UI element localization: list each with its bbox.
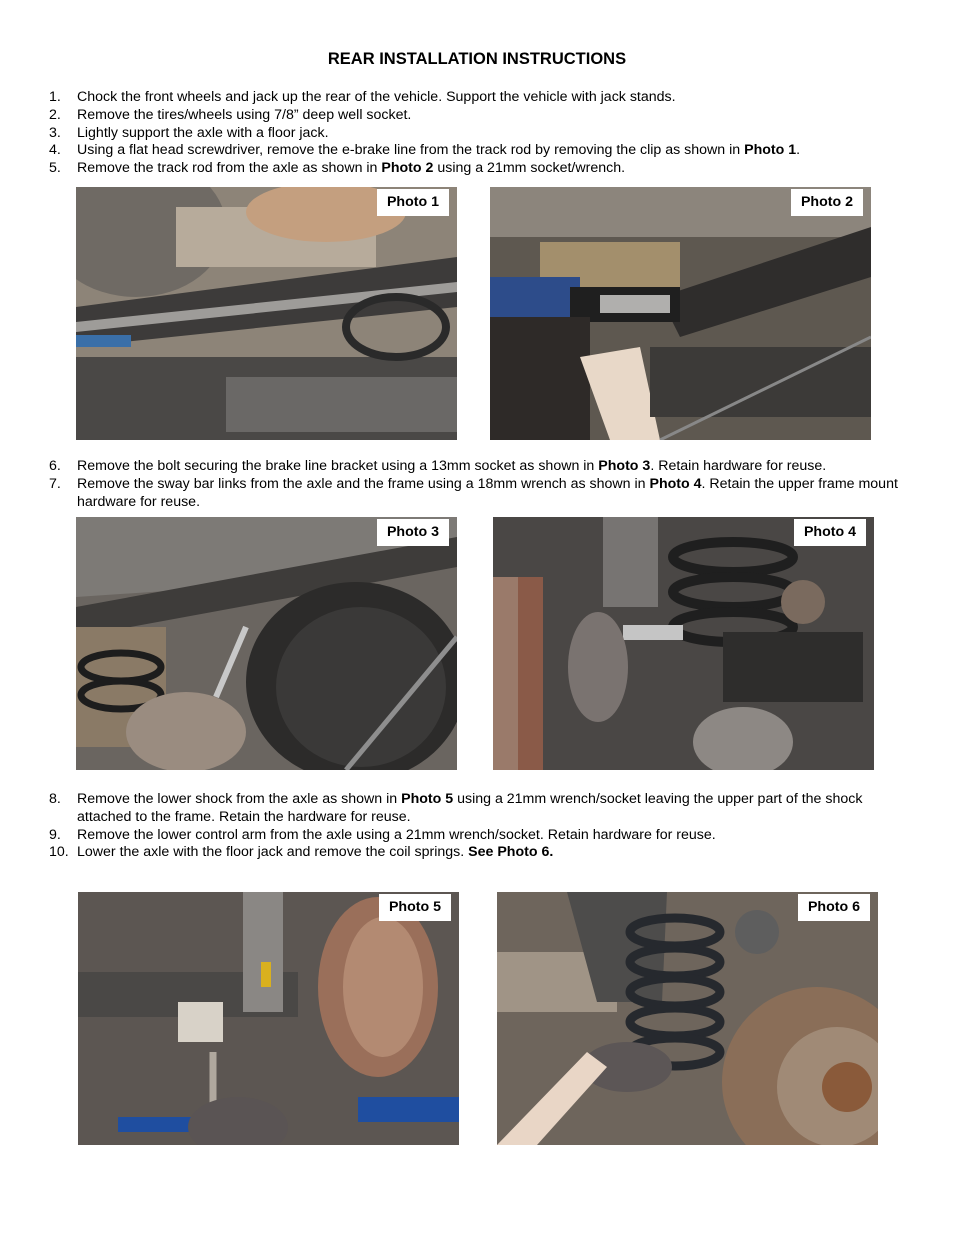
step-number: 4. (49, 142, 61, 159)
page-title: REAR INSTALLATION INSTRUCTIONS (327, 50, 627, 68)
photo-6-label: Photo 6 (798, 894, 870, 921)
step-text-run: Remove the sway bar links from the axle and the frame using a 18mm wrench as shown in (77, 475, 650, 492)
step-text-run: Chock the front wheels and jack up the rear of the vehicle. Support the vehicle with jack stands. (77, 89, 676, 105)
photo-5-label: Photo 5 (379, 894, 451, 921)
step-text-run: . Retain hardware for reuse. (650, 458, 827, 474)
step-item (49, 160, 919, 178)
step-text-run: using a 21mm socket/wrench. (433, 160, 626, 177)
photo-4 (493, 517, 874, 770)
photo-reference: Photo 1 (744, 142, 797, 159)
photo-4-image (493, 517, 874, 770)
step-item (49, 844, 919, 862)
photo-3 (76, 517, 457, 770)
step-number: 9. (49, 826, 61, 843)
step-number: 6. (49, 458, 61, 474)
step-number: 8. (49, 791, 61, 807)
step-item (49, 791, 919, 827)
step-item (49, 125, 919, 143)
step-text (77, 844, 919, 862)
step-text (77, 458, 919, 476)
step-text-run: Lower the axle with the floor jack and remove the coil springs. (77, 844, 469, 861)
photo-reference: Photo 4 (649, 475, 702, 492)
step-text (77, 142, 919, 160)
step-number: 1. (49, 89, 61, 105)
step-text-run: . Retain the upper frame mount hardware for reuse. (77, 475, 898, 510)
step-item (49, 458, 919, 476)
step-text-run: . (796, 142, 801, 159)
step-number: 5. (49, 160, 61, 177)
photo-6-image (497, 892, 878, 1145)
step-text-run: Lightly support the axle with a floor jack. (77, 124, 329, 141)
photo-2-label: Photo 2 (791, 189, 863, 216)
step-number: 2. (49, 106, 61, 123)
photo-3-image (76, 517, 457, 770)
step-item (49, 476, 919, 512)
step-text-run: Remove the track rod from the axle as shown in (77, 160, 382, 177)
photo-1 (76, 187, 457, 440)
photo-reference: See Photo 6. (468, 844, 554, 861)
photo-1-image (76, 187, 457, 440)
photo-4-label: Photo 4 (794, 519, 866, 546)
photo-2-image (490, 187, 871, 440)
steps-list-3 (49, 791, 919, 862)
photo-6 (497, 892, 878, 1145)
photo-5-image (78, 892, 459, 1145)
step-number: 3. (49, 124, 61, 141)
step-item (49, 107, 919, 125)
step-text-run: Remove the lower control arm from the axle using a 21mm wrench/socket. Retain hardware for reuse. (77, 826, 716, 843)
step-text-run: Remove the tires/wheels using 7/8” deep well socket. (77, 106, 412, 123)
photo-reference: Photo 2 (381, 160, 434, 177)
photo-5 (78, 892, 459, 1145)
step-text-run: using a 21mm wrench/socket leaving the upper part of the shock attached to the frame. Retain the hardware for reuse. (77, 791, 863, 825)
step-text-run: Remove the lower shock from the axle as shown in (77, 791, 402, 807)
step-item (49, 89, 919, 107)
photo-2 (490, 187, 871, 440)
step-number: 7. (49, 475, 61, 492)
step-text (77, 791, 919, 827)
step-text (77, 160, 919, 178)
steps-list-1 (49, 89, 919, 178)
step-text (77, 827, 919, 845)
steps-list-2 (49, 458, 919, 511)
photo-3-label: Photo 3 (377, 519, 449, 546)
step-item (49, 827, 919, 845)
photo-reference: Photo 5 (401, 791, 454, 807)
step-text (77, 107, 919, 125)
step-text-run: Using a flat head screwdriver, remove the e-brake line from the track rod by removing the clip as shown in (77, 142, 745, 159)
step-text (77, 89, 919, 107)
step-text (77, 125, 919, 143)
step-text-run: Remove the bolt securing the brake line bracket using a 13mm socket as shown in (77, 458, 599, 474)
step-item (49, 142, 919, 160)
step-text (77, 476, 919, 512)
photo-1-label: Photo 1 (377, 189, 449, 216)
step-number: 10. (49, 844, 69, 861)
photo-reference: Photo 3 (598, 458, 651, 474)
